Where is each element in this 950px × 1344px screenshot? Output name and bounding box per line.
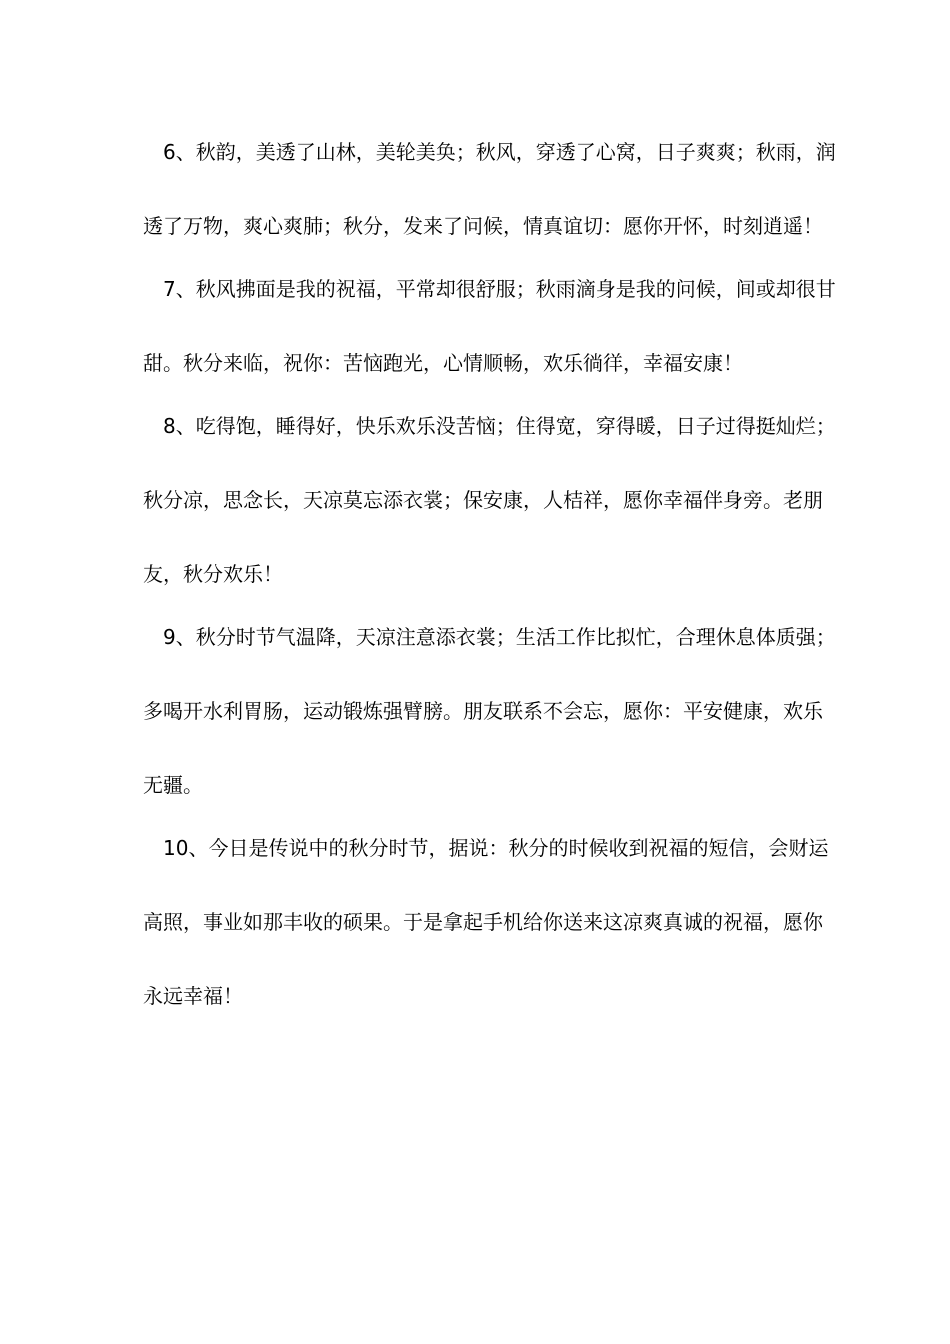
- paragraph-line: 7、秋风拂面是我的祝福，平常却很舒服；秋雨滴身是我的问候，间或却很甘: [163, 277, 836, 301]
- paragraph-line: 10、今日是传说中的秋分时节，据说：秋分的时候收到祝福的短信，会财运: [163, 836, 829, 860]
- paragraph-line: 高照，事业如那丰收的硕果。于是拿起手机给你送来这凉爽真诚的祝福，愿你: [143, 910, 823, 934]
- paragraph-line: 秋分凉，思念长，天凉莫忘添衣裳；保安康，人桔祥，愿你幸福伴身旁。老朋: [143, 488, 823, 512]
- paragraph-line: 友，秋分欢乐！: [143, 562, 283, 586]
- paragraph-line: 6、秋韵，美透了山林，美轮美奂；秋风，穿透了心窝，日子爽爽；秋雨，润: [163, 140, 836, 164]
- paragraph-line: 无疆。: [143, 773, 203, 797]
- paragraph-line: 9、秋分时节气温降，天凉注意添衣裳；生活工作比拟忙，合理休息体质强；: [163, 625, 836, 649]
- paragraph-line: 8、吃得饱，睡得好，快乐欢乐没苦恼；住得宽，穿得暖，日子过得挺灿烂；: [163, 414, 836, 438]
- paragraph-line: 多喝开水利胃肠，运动锻炼强臂膀。朋友联系不会忘，愿你：平安健康，欢乐: [143, 699, 823, 723]
- paragraph-line: 永远幸福！: [143, 984, 243, 1008]
- paragraph-line: 透了万物，爽心爽肺；秋分，发来了问候，情真谊切：愿你开怀，时刻逍遥！: [143, 214, 823, 238]
- paragraph-line: 甜。秋分来临，祝你：苦恼跑光，心情顺畅，欢乐徜徉，幸福安康！: [143, 351, 743, 375]
